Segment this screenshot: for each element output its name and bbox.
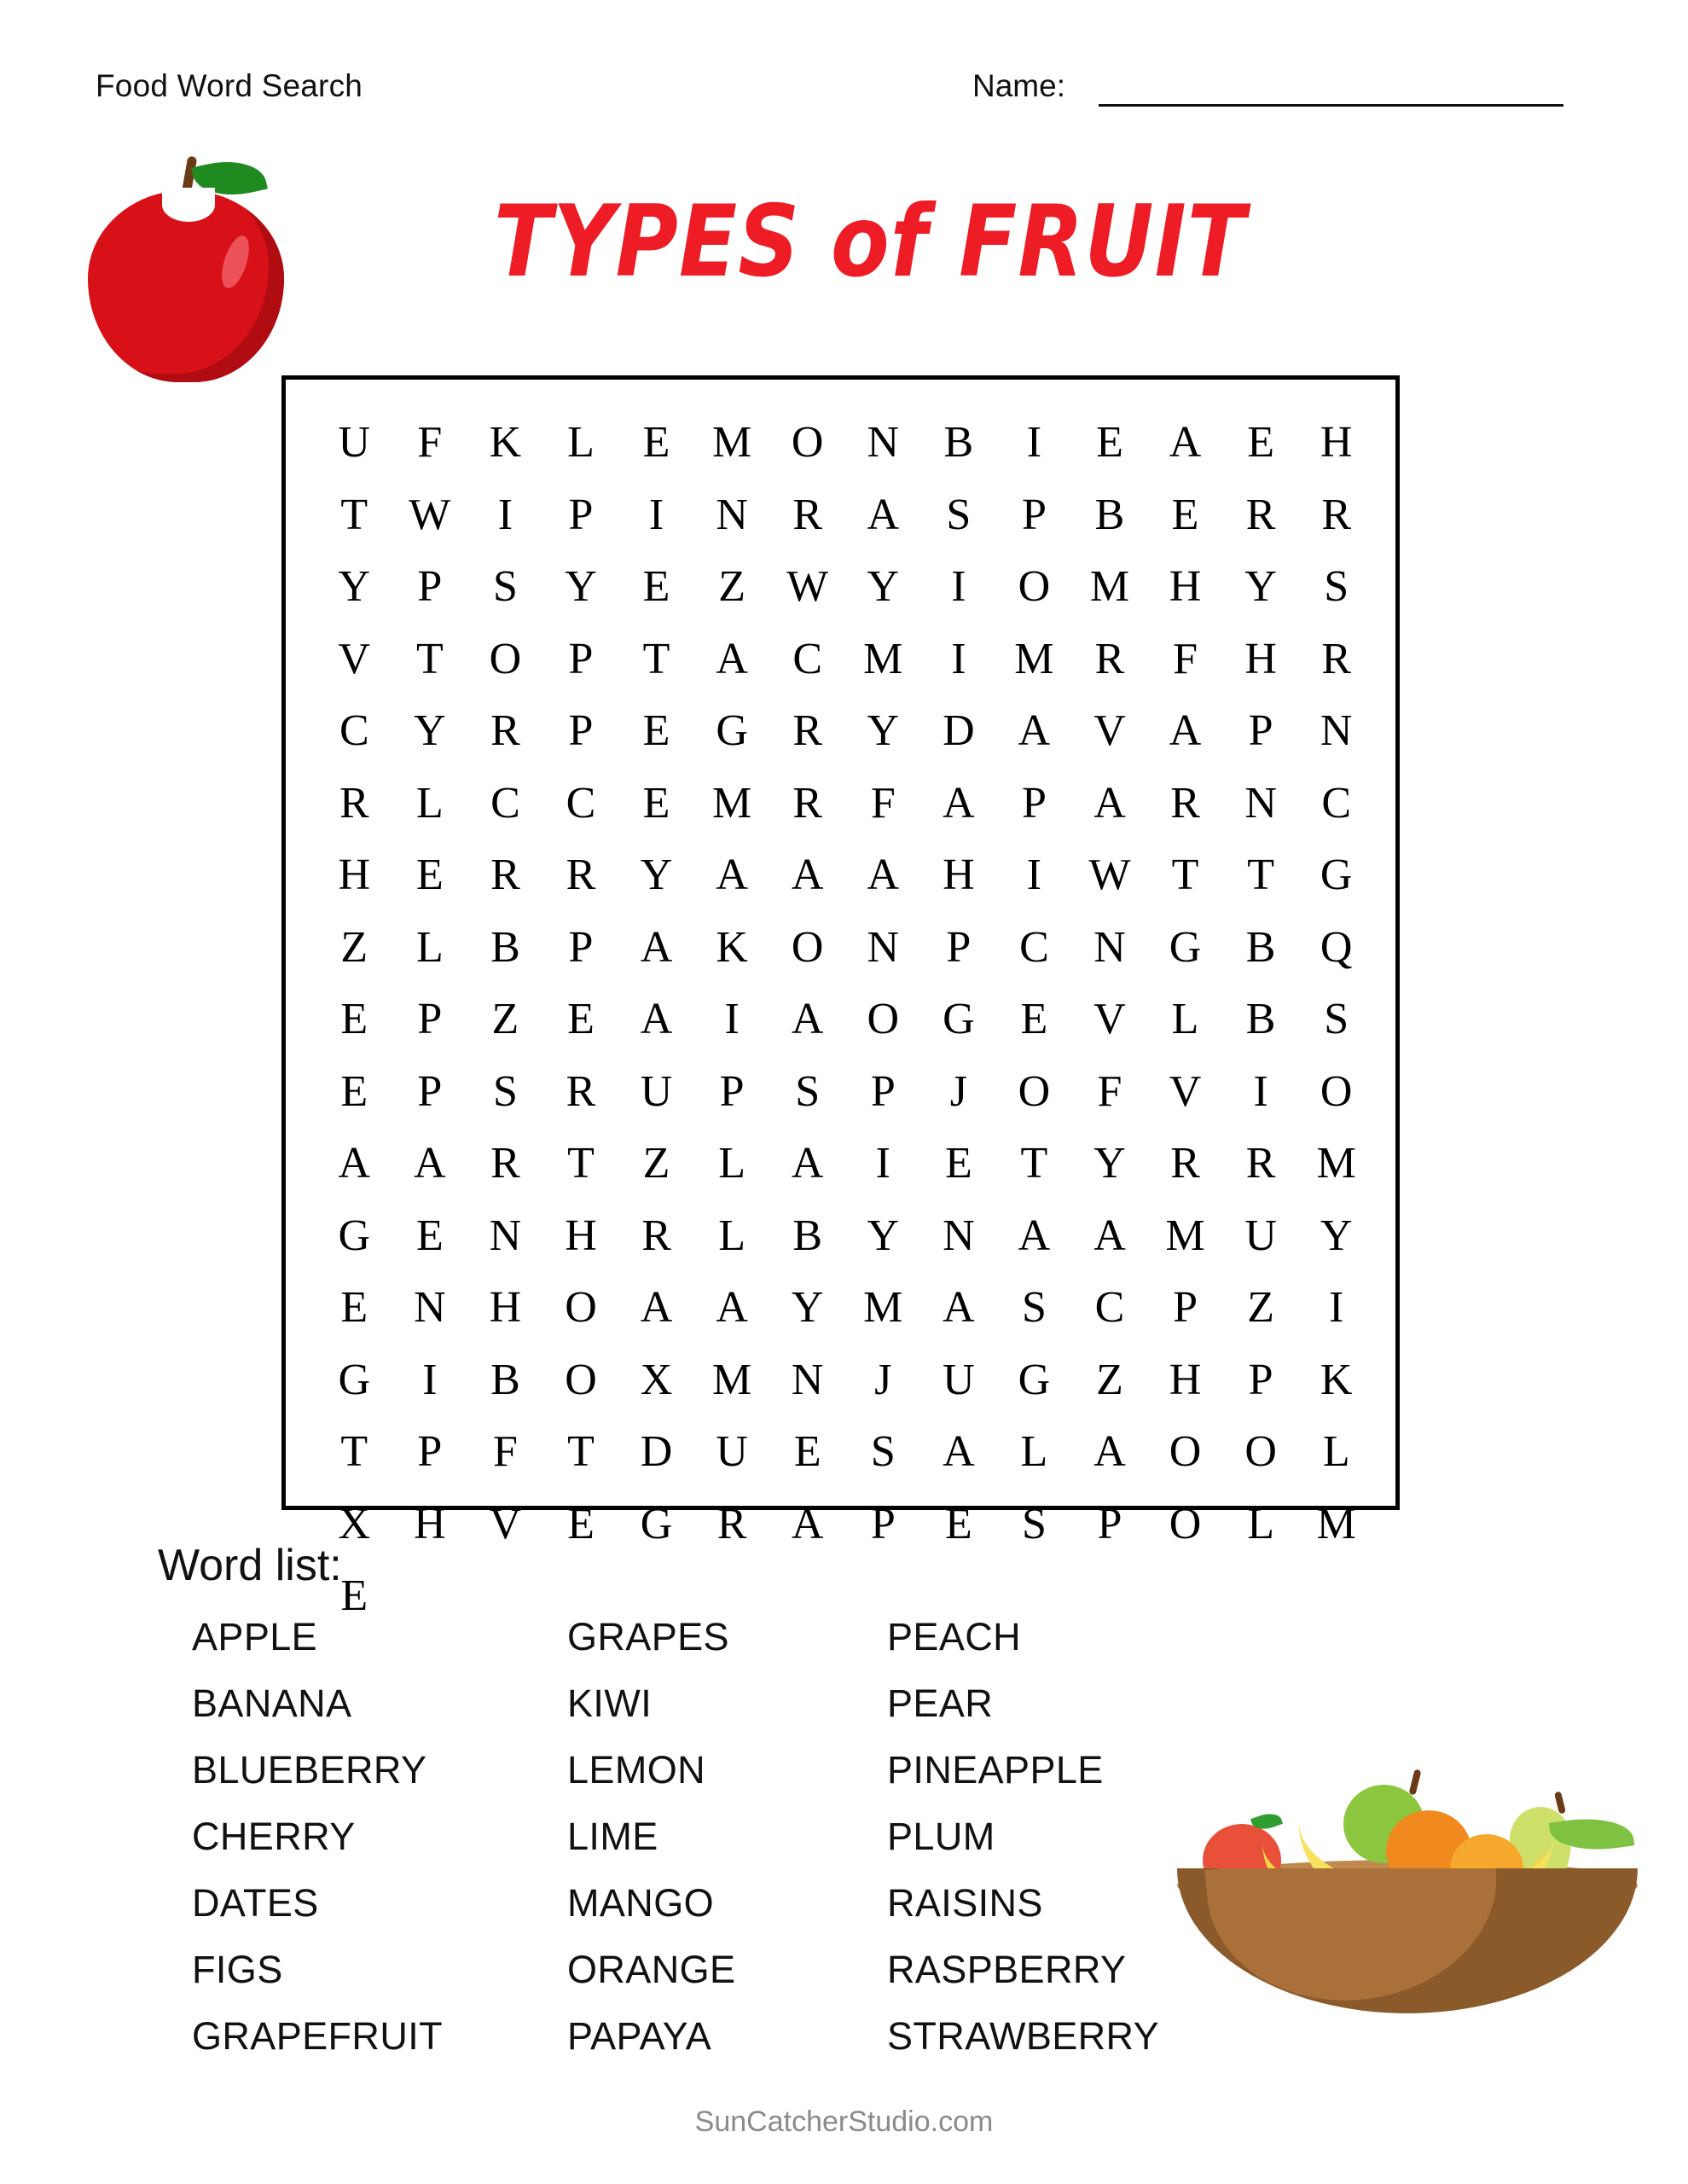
grid-letter[interactable]: V — [1169, 1066, 1202, 1116]
bowl-shade-icon — [1204, 1868, 1508, 2013]
grid-letter[interactable]: D — [943, 706, 975, 755]
bowl-body-icon — [1177, 1868, 1638, 2013]
grid-letter[interactable]: S — [1021, 1283, 1047, 1332]
grid-letter[interactable]: O — [565, 1355, 597, 1404]
grid-letter[interactable]: G — [338, 1211, 371, 1260]
grid-letter[interactable]: K — [489, 418, 522, 467]
grid-letter[interactable]: I — [875, 1139, 890, 1188]
grid-letter[interactable]: R — [1170, 778, 1200, 828]
grid-letter[interactable]: U — [943, 1355, 975, 1404]
grid-letter[interactable]: R — [1170, 1139, 1200, 1188]
grid-letter[interactable]: X — [640, 1355, 673, 1404]
grid-letter[interactable]: P — [417, 562, 443, 611]
grid-letter[interactable]: O — [565, 1283, 597, 1332]
grid-letter[interactable]: E — [340, 1066, 368, 1116]
grid-letter[interactable]: A — [1018, 1211, 1051, 1260]
word-list-item[interactable]: ORANGE — [567, 1948, 736, 1991]
grid-letter[interactable]: A — [1093, 1211, 1126, 1260]
grid-letter[interactable]: U — [716, 1427, 748, 1476]
word-list-item[interactable]: PEACH — [887, 1615, 1022, 1658]
grid-letter[interactable]: R — [339, 778, 369, 828]
grid-letter[interactable]: Z — [1096, 1355, 1123, 1404]
grid-letter[interactable]: P — [946, 922, 972, 972]
grid-letter[interactable]: T — [1247, 851, 1275, 899]
word-list-item[interactable]: BANANA — [192, 1682, 352, 1725]
grid-letter[interactable]: W — [786, 562, 829, 611]
grid-letter[interactable]: E — [1247, 418, 1275, 467]
grid-letter[interactable]: O — [791, 922, 824, 972]
grid-letter[interactable]: A — [1093, 1427, 1126, 1476]
grid-letter[interactable]: H — [1169, 562, 1202, 611]
grid-letter[interactable]: E — [567, 1499, 595, 1548]
grid-letter[interactable]: R — [792, 778, 823, 828]
grid-letter[interactable]: L — [1020, 1427, 1048, 1476]
grid-letter[interactable]: I — [724, 995, 740, 1043]
grid-letter[interactable]: Y — [867, 562, 900, 611]
grid-letter[interactable]: L — [415, 922, 444, 972]
word-list-title: Word list: — [158, 1541, 342, 1590]
grid-letter[interactable]: P — [1248, 1355, 1273, 1404]
grid-letter[interactable]: R — [566, 1066, 596, 1116]
grid-letter[interactable]: A — [791, 995, 824, 1043]
grid-letter[interactable]: H — [1244, 634, 1277, 683]
grid-letter[interactable]: L — [718, 1139, 746, 1188]
grid-letter[interactable]: N — [1320, 706, 1353, 755]
grid-letter[interactable]: V — [489, 1499, 522, 1548]
grid-letter[interactable]: G — [1169, 922, 1202, 972]
grid-letter[interactable]: R — [1321, 634, 1352, 683]
grid-letter[interactable]: S — [1324, 562, 1349, 611]
grid-letter[interactable]: Y — [791, 1283, 824, 1332]
grid-letter[interactable]: V — [1093, 706, 1126, 755]
grid-letter[interactable]: L — [1322, 1427, 1350, 1476]
grid-letter[interactable]: A — [716, 851, 748, 899]
grid-letter[interactable]: L — [718, 1211, 746, 1260]
grid-letter[interactable]: L — [567, 418, 595, 467]
apple-notch-icon — [162, 188, 215, 222]
grid-letter[interactable]: R — [1245, 1139, 1276, 1188]
grid-letter[interactable]: O — [1018, 1066, 1051, 1116]
grid-letter[interactable]: R — [490, 1139, 520, 1188]
grid-letter[interactable]: I — [1026, 851, 1042, 899]
grid-letter[interactable]: M — [1014, 634, 1054, 683]
grid-letter[interactable]: P — [1021, 490, 1047, 539]
grid-letter[interactable]: T — [415, 634, 444, 683]
grid-letter[interactable]: B — [1094, 490, 1125, 539]
page-title: TYPES of FRUIT — [493, 183, 1247, 299]
grid-letter[interactable]: P — [568, 706, 594, 755]
grid-letter[interactable]: X — [338, 1499, 371, 1548]
grid-letter[interactable]: U — [338, 418, 371, 467]
word-list-item[interactable]: PEAR — [887, 1682, 994, 1725]
word-list-item[interactable]: FIGS — [192, 1948, 283, 1991]
word-list-item[interactable]: MANGO — [567, 1881, 715, 1925]
grid-letter[interactable]: E — [415, 851, 444, 899]
grid-letter[interactable]: C — [792, 634, 823, 683]
grid-letter[interactable]: B — [792, 1211, 823, 1260]
grid-letter[interactable]: E — [793, 1427, 821, 1476]
grid-letter[interactable]: E — [567, 995, 595, 1043]
grid-letter[interactable]: I — [951, 634, 966, 683]
grid-letter[interactable]: R — [716, 1499, 747, 1548]
grid-letter[interactable]: O — [1169, 1499, 1202, 1548]
grid-letter[interactable]: S — [795, 1066, 821, 1116]
grid-letter[interactable]: A — [791, 851, 824, 899]
grid-letter[interactable]: A — [716, 1283, 748, 1332]
grid-letter[interactable]: W — [409, 490, 451, 539]
grid-letter[interactable]: Y — [565, 562, 597, 611]
grid-letter[interactable]: M — [1316, 1139, 1356, 1188]
word-list-item[interactable]: APPLE — [192, 1615, 318, 1658]
grid-letter[interactable]: N — [414, 1283, 446, 1332]
grid-letter[interactable]: M — [863, 1283, 903, 1332]
grid-letter[interactable]: O — [489, 634, 522, 683]
grid-letter[interactable]: H — [338, 851, 371, 899]
grid-letter[interactable]: A — [640, 922, 673, 972]
grid-letter[interactable]: E — [1020, 995, 1048, 1043]
grid-letter[interactable]: L — [1247, 1499, 1275, 1548]
grid-letter[interactable]: M — [712, 778, 752, 828]
grid-letter[interactable]: R — [490, 851, 520, 899]
grid-letter[interactable]: A — [414, 1139, 446, 1188]
grid-letter[interactable]: A — [1093, 778, 1126, 828]
grid-letter[interactable]: E — [642, 418, 670, 467]
grid-letter[interactable]: C — [1321, 778, 1352, 828]
word-list-item[interactable]: CHERRY — [192, 1815, 356, 1858]
grid-letter[interactable]: O — [791, 418, 824, 467]
grid-letter[interactable]: E — [340, 995, 368, 1043]
grid-letter[interactable]: T — [567, 1427, 595, 1476]
grid-letter[interactable]: M — [712, 418, 752, 467]
grid-letter[interactable]: F — [1173, 634, 1198, 683]
grid-letter[interactable]: W — [1088, 851, 1131, 899]
grid-letter[interactable]: F — [417, 418, 443, 467]
word-list-item[interactable]: LIME — [567, 1815, 658, 1858]
grid-letter[interactable]: O — [1320, 1066, 1353, 1116]
grid-letter[interactable]: R — [1245, 490, 1276, 539]
grid-letter[interactable]: P — [568, 922, 594, 972]
word-list-item[interactable]: GRAPES — [567, 1615, 729, 1658]
grid-letter[interactable]: A — [867, 490, 900, 539]
grid-letter[interactable]: T — [642, 634, 670, 683]
grid-letter[interactable]: Y — [1320, 1211, 1353, 1260]
grid-letter[interactable]: V — [338, 634, 371, 683]
grid-letter[interactable]: T — [1020, 1139, 1048, 1188]
grid-letter[interactable]: N — [867, 418, 900, 467]
grid-letter[interactable]: B — [943, 418, 974, 467]
grid-letter[interactable]: E — [1096, 418, 1123, 467]
name-label: Name: — [972, 68, 1065, 103]
grid-letter[interactable]: P — [1248, 706, 1273, 755]
grid-letter[interactable]: L — [1171, 995, 1199, 1043]
grid-letter[interactable]: I — [497, 490, 513, 539]
grid-letter[interactable]: N — [489, 1211, 522, 1260]
grid-letter[interactable]: Z — [340, 922, 368, 972]
grid-letter[interactable]: O — [1018, 562, 1051, 611]
word-list-item[interactable]: RAISINS — [887, 1881, 1043, 1925]
grid-letter[interactable]: R — [641, 1211, 671, 1260]
word-list-item[interactable]: GRAPEFRUIT — [192, 2014, 444, 2058]
word-list-item[interactable]: RASPBERRY — [887, 1948, 1127, 1991]
grid-letter[interactable]: T — [340, 1427, 368, 1476]
grid-letter[interactable]: Z — [1247, 1283, 1275, 1332]
grid-letter[interactable]: E — [642, 778, 670, 828]
grid-letter[interactable]: I — [648, 490, 664, 539]
grid-letter[interactable]: S — [1324, 995, 1349, 1043]
grid-letter[interactable]: Y — [867, 706, 900, 755]
grid-letter[interactable]: E — [415, 1211, 444, 1260]
grid-letter[interactable]: A — [1018, 706, 1051, 755]
grid-letter[interactable]: S — [946, 490, 972, 539]
grid-letter[interactable]: B — [490, 922, 520, 972]
grid-letter[interactable]: A — [943, 1283, 975, 1332]
word-list-item[interactable]: LEMON — [567, 1748, 706, 1792]
grid-letter[interactable]: P — [1173, 1283, 1198, 1332]
grid-letter[interactable]: C — [339, 706, 369, 755]
grid-letter[interactable]: P — [417, 1427, 443, 1476]
grid-letter[interactable]: P — [568, 490, 594, 539]
grid-letter[interactable]: A — [338, 1139, 371, 1188]
grid-letter[interactable]: H — [565, 1211, 597, 1260]
grid-letter[interactable]: B — [1245, 995, 1276, 1043]
grid-letter[interactable]: R — [792, 490, 823, 539]
fruit-bowl-icon — [1169, 1732, 1646, 2013]
grid-letter[interactable]: F — [870, 778, 896, 828]
grid-letter[interactable]: L — [415, 778, 444, 828]
grid-letter[interactable]: Z — [491, 995, 519, 1043]
grid-letter[interactable]: A — [791, 1499, 824, 1548]
grid-letter[interactable]: U — [1244, 1211, 1277, 1260]
word-list — [192, 1604, 1198, 2070]
grid-letter[interactable]: P — [1021, 778, 1047, 828]
grid-letter[interactable]: R — [792, 706, 823, 755]
grid-letter[interactable]: R — [1094, 634, 1125, 683]
grid-letter[interactable]: V — [1093, 995, 1126, 1043]
grid-letter[interactable]: O — [867, 995, 900, 1043]
word-list-item[interactable]: BLUEBERRY — [192, 1748, 427, 1792]
grid-letter[interactable]: A — [943, 778, 975, 828]
grid-letter[interactable]: P — [870, 1499, 896, 1548]
word-list-item[interactable]: PLUM — [887, 1815, 995, 1858]
grid-letter[interactable]: K — [716, 922, 748, 972]
grid-letter[interactable]: A — [791, 1139, 824, 1188]
grid-letter[interactable]: M — [1089, 562, 1130, 611]
grid-letter[interactable]: A — [1169, 418, 1202, 467]
grid-letter[interactable]: C — [566, 778, 596, 828]
grid-letter[interactable]: A — [943, 1427, 975, 1476]
grid-letter[interactable]: S — [492, 562, 518, 611]
grid-letter[interactable]: Y — [867, 1211, 900, 1260]
grid-letter[interactable]: Z — [642, 1139, 670, 1188]
grid-letter[interactable]: Y — [338, 562, 371, 611]
grid-letter[interactable]: P — [568, 634, 594, 683]
grid-letter[interactable]: S — [870, 1427, 896, 1476]
grid-letter[interactable]: J — [874, 1355, 892, 1404]
grid-letter[interactable]: G — [716, 706, 748, 755]
grid-letter[interactable]: G — [943, 995, 975, 1043]
word-list-item[interactable]: STRAWBERRY — [887, 2014, 1160, 2058]
word-list-item[interactable]: DATES — [192, 1881, 319, 1925]
grid-letter[interactable]: H — [1169, 1355, 1202, 1404]
grid-letter[interactable]: P — [417, 995, 443, 1043]
grid-letter[interactable]: A — [716, 634, 748, 683]
grid-letter[interactable]: N — [867, 922, 900, 972]
grid-letter[interactable]: M — [863, 634, 903, 683]
apple-icon — [81, 141, 294, 397]
grid-letter[interactable]: Y — [1244, 562, 1277, 611]
grid-letter[interactable]: R — [1321, 490, 1352, 539]
grid-letter[interactable]: Y — [414, 706, 446, 755]
grid-letter[interactable]: F — [492, 1427, 518, 1476]
grid-letter[interactable]: C — [1094, 1283, 1125, 1332]
grid-letter[interactable]: E — [1171, 490, 1199, 539]
grid-letter[interactable]: N — [791, 1355, 824, 1404]
grid-letter[interactable]: O — [1169, 1427, 1202, 1476]
grid-letter[interactable]: H — [414, 1499, 446, 1548]
grid-letter[interactable]: H — [489, 1283, 522, 1332]
grid-letter[interactable]: P — [417, 1066, 443, 1116]
grid-letter[interactable]: H — [1320, 418, 1353, 467]
grid-letter[interactable]: R — [566, 851, 596, 899]
grid-letter[interactable]: P — [870, 1066, 896, 1116]
grid-letter[interactable]: I — [1329, 1283, 1344, 1332]
grid-letter[interactable]: M — [712, 1355, 752, 1404]
grid-letter[interactable]: A — [640, 995, 673, 1043]
grid-letter[interactable]: N — [1093, 922, 1126, 972]
greenapple-stem-icon — [1408, 1769, 1421, 1795]
grid-letter[interactable]: Y — [1093, 1139, 1126, 1188]
grid-letter[interactable]: F — [1097, 1066, 1122, 1116]
grid-letter[interactable]: G — [1320, 851, 1353, 899]
grid-letter[interactable]: T — [567, 1139, 595, 1188]
grid-letter[interactable]: G — [338, 1355, 371, 1404]
grid-letter[interactable]: S — [1021, 1499, 1047, 1548]
word-list-item[interactable]: KIWI — [567, 1682, 653, 1725]
grid-letter[interactable]: T — [340, 490, 368, 539]
grid-letter[interactable]: A — [1169, 706, 1202, 755]
grid-letter[interactable]: E — [944, 1499, 972, 1548]
name-input-line[interactable] — [1099, 104, 1563, 107]
grid-letter[interactable]: E — [642, 706, 670, 755]
grid-letter[interactable]: H — [943, 851, 975, 899]
grid-letter[interactable]: E — [944, 1139, 972, 1188]
grid-letter[interactable]: G — [640, 1499, 673, 1548]
letter-grid — [316, 407, 1374, 1633]
grid-letter[interactable]: I — [951, 562, 966, 611]
grid-letter[interactable]: T — [1171, 851, 1199, 899]
grid-letter[interactable]: K — [1320, 1355, 1353, 1404]
word-list-item[interactable]: PAPAYA — [567, 2014, 712, 2058]
grid-letter[interactable]: D — [640, 1427, 673, 1476]
grid-letter[interactable]: N — [1244, 778, 1277, 828]
grid-letter[interactable]: R — [490, 706, 520, 755]
footer-credit: SunCatcherStudio.com — [694, 2106, 994, 2138]
grid-letter[interactable]: N — [943, 1211, 975, 1260]
grid-letter[interactable]: A — [867, 851, 900, 899]
grid-letter[interactable]: P — [1097, 1499, 1122, 1548]
grid-letter[interactable]: B — [1245, 922, 1276, 972]
word-list-item[interactable]: PINEAPPLE — [887, 1748, 1104, 1792]
grid-letter[interactable]: E — [340, 1283, 368, 1332]
grid-letter[interactable]: C — [490, 778, 520, 828]
doc-label: Food Word Search — [96, 68, 363, 103]
grid-letter[interactable]: S — [492, 1066, 518, 1116]
word-search-grid — [281, 375, 1400, 1620]
grid-letter[interactable]: I — [1026, 418, 1042, 467]
grid-letter[interactable]: A — [640, 1283, 673, 1332]
grid-letter[interactable]: E — [642, 562, 670, 611]
grid-letter[interactable]: O — [1244, 1427, 1277, 1476]
grid-letter[interactable]: U — [640, 1066, 673, 1116]
grid-letter[interactable]: Z — [718, 562, 746, 611]
grid-letter[interactable]: G — [1018, 1355, 1051, 1404]
grid-letter[interactable]: N — [716, 490, 748, 539]
grid-letter[interactable]: E — [340, 1571, 368, 1620]
grid-letter[interactable]: C — [1019, 922, 1049, 972]
grid-letter[interactable]: B — [490, 1355, 520, 1404]
grid-letter[interactable]: M — [1165, 1211, 1205, 1260]
grid-letter[interactable]: Q — [1320, 922, 1353, 972]
grid-letter[interactable]: I — [422, 1355, 438, 1404]
grid-letter[interactable]: I — [1253, 1066, 1268, 1116]
grid-letter[interactable]: M — [1316, 1499, 1356, 1548]
grid-letter[interactable]: P — [719, 1066, 745, 1116]
grid-letter[interactable]: Y — [640, 851, 673, 899]
grid-letter[interactable]: J — [949, 1066, 967, 1116]
